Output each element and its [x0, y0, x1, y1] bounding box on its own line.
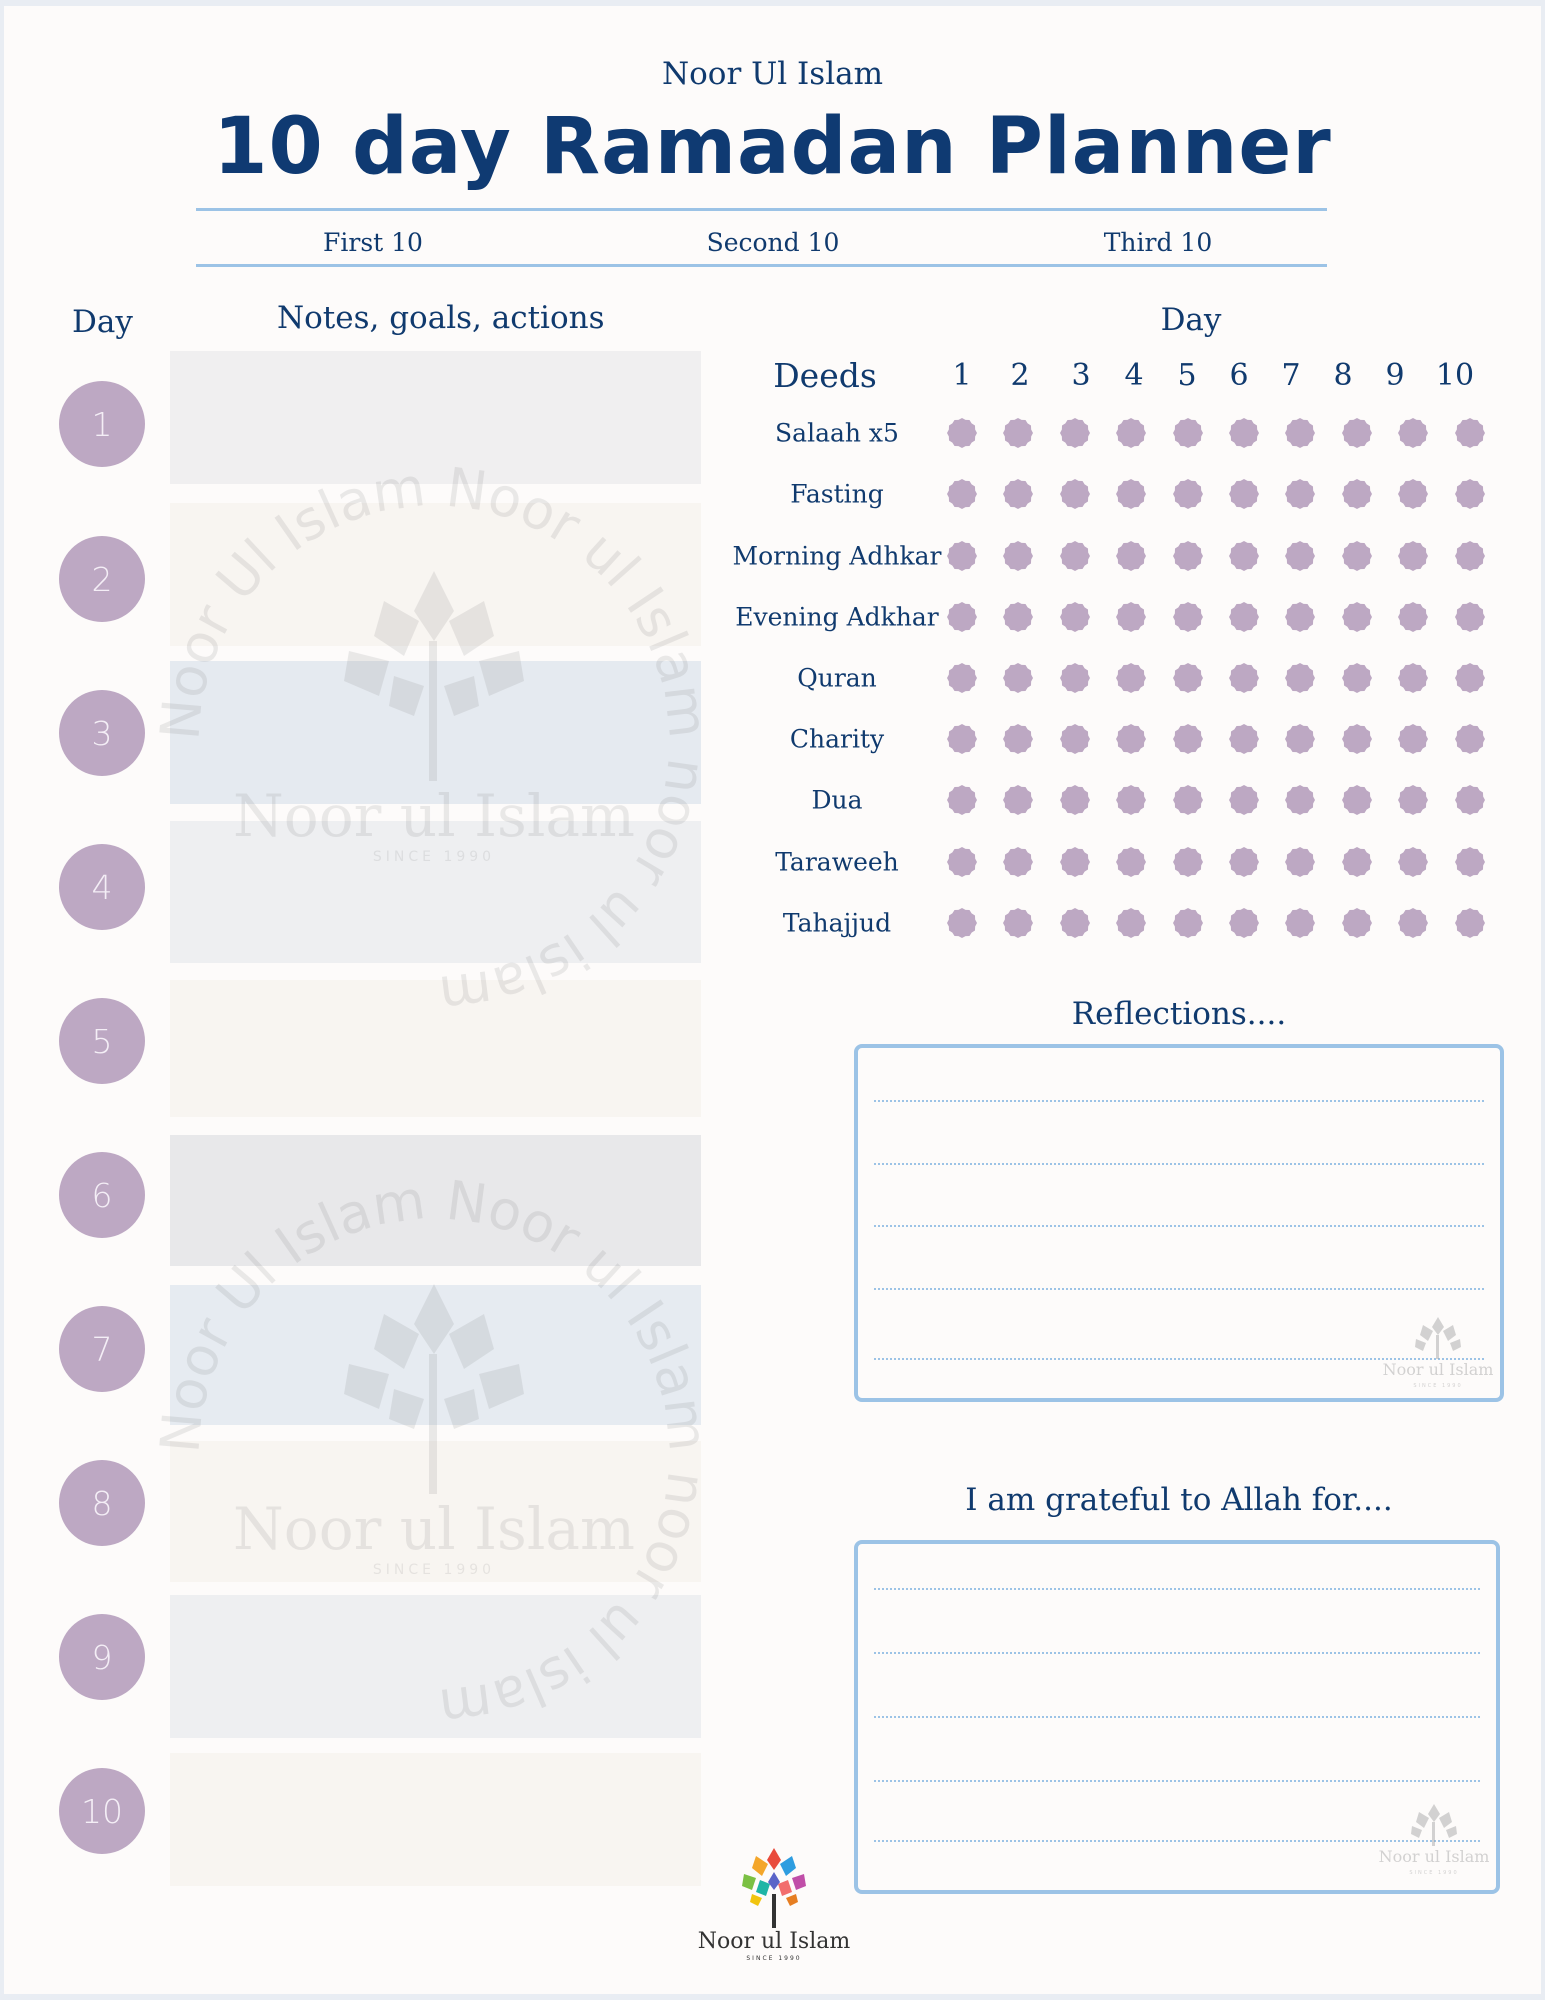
day-circle-6: 6	[59, 1152, 145, 1238]
deed-checkbox-icon[interactable]	[1116, 785, 1146, 815]
deed-label: Dua	[811, 785, 863, 815]
deed-checkbox-icon[interactable]	[1173, 785, 1203, 815]
deed-checkbox-icon[interactable]	[1003, 479, 1033, 509]
writing-line	[874, 1716, 1480, 1718]
deed-checkbox-icon[interactable]	[1060, 602, 1090, 632]
deed-checkbox-icon[interactable]	[1116, 418, 1146, 448]
deed-checkbox-icon[interactable]	[1116, 541, 1146, 571]
notes-box-day-3[interactable]	[170, 661, 701, 804]
notes-day-heading: Day	[72, 304, 133, 340]
day-circle-3: 3	[59, 690, 145, 776]
tracker-day-5: 5	[1177, 358, 1197, 393]
writing-line	[874, 1780, 1480, 1782]
deed-checkbox-icon[interactable]	[1285, 602, 1315, 632]
deed-checkbox-icon[interactable]	[1398, 785, 1428, 815]
deed-checkbox-icon[interactable]	[947, 663, 977, 693]
watermark-ring-text: o am No o sl	[163, 455, 713, 1006]
deed-checkbox-icon[interactable]	[1455, 785, 1485, 815]
deed-checkbox-icon[interactable]	[1398, 663, 1428, 693]
deed-checkbox-icon[interactable]	[1398, 541, 1428, 571]
tracker-day-heading: Day	[1160, 302, 1222, 338]
writing-line	[874, 1288, 1484, 1290]
notes-box-day-6[interactable]	[170, 1135, 701, 1266]
deed-checkbox-icon[interactable]	[947, 602, 977, 632]
deed-checkbox-icon[interactable]	[1342, 602, 1372, 632]
gratitude-logo-icon	[1374, 1800, 1494, 1880]
footer-logo	[694, 1844, 854, 1964]
deed-checkbox-icon[interactable]	[1060, 724, 1090, 754]
deed-checkbox-icon[interactable]	[947, 847, 977, 877]
reflections-box[interactable]	[854, 1044, 1504, 1402]
deed-checkbox-icon[interactable]	[1285, 847, 1315, 877]
tracker-day-6: 6	[1229, 358, 1249, 393]
day-circle-2: 2	[59, 536, 145, 622]
deed-checkbox-icon[interactable]	[1455, 479, 1485, 509]
deed-checkbox-icon[interactable]	[1342, 663, 1372, 693]
deed-checkbox-icon[interactable]	[1003, 724, 1033, 754]
day-circle-4: 4	[59, 844, 145, 930]
deed-checkbox-icon[interactable]	[1285, 663, 1315, 693]
day-circle-10: 10	[59, 1768, 145, 1854]
tree-icon	[742, 1848, 806, 1928]
tracker-day-7: 7	[1281, 358, 1301, 393]
writing-line	[874, 1100, 1484, 1102]
deed-checkbox-icon[interactable]	[1173, 908, 1203, 938]
deed-checkbox-icon[interactable]	[1285, 785, 1315, 815]
deed-checkbox-icon[interactable]	[1285, 418, 1315, 448]
deed-checkbox-icon[interactable]	[1342, 847, 1372, 877]
deed-checkbox-icon[interactable]	[1116, 847, 1146, 877]
tab-first-10[interactable]: First 10	[323, 228, 423, 257]
day-circle-5: 5	[59, 998, 145, 1084]
deed-checkbox-icon[interactable]	[1003, 908, 1033, 938]
deed-checkbox-icon[interactable]	[1455, 847, 1485, 877]
writing-line	[874, 1652, 1480, 1654]
watermark-logo-text: Noor ul Islam	[233, 782, 635, 850]
deed-label: Fasting	[790, 479, 884, 509]
deed-checkbox-icon[interactable]	[1455, 418, 1485, 448]
deed-checkbox-icon[interactable]	[1285, 724, 1315, 754]
deed-checkbox-icon[interactable]	[1229, 908, 1259, 938]
deed-checkbox-icon[interactable]	[1229, 541, 1259, 571]
deed-checkbox-icon[interactable]	[1398, 602, 1428, 632]
deed-label: Salaah x5	[775, 418, 899, 448]
deed-checkbox-icon[interactable]	[1060, 663, 1090, 693]
tracker-deeds-heading: Deeds	[773, 356, 877, 395]
deed-checkbox-icon[interactable]	[1455, 908, 1485, 938]
deed-checkbox-icon[interactable]	[1060, 785, 1090, 815]
tracker-day-4: 4	[1124, 358, 1144, 393]
day-circle-7: 7	[59, 1306, 145, 1392]
deed-checkbox-icon[interactable]	[1229, 847, 1259, 877]
deed-checkbox-icon[interactable]	[1229, 479, 1259, 509]
watermark-ring-text: N l u r	[148, 1231, 685, 1611]
tracker-day-10: 10	[1435, 358, 1475, 393]
deed-checkbox-icon[interactable]	[1173, 418, 1203, 448]
notes-box-day-8[interactable]	[170, 1441, 701, 1582]
deed-checkbox-icon[interactable]	[947, 785, 977, 815]
deed-checkbox-icon[interactable]	[1342, 479, 1372, 509]
deed-checkbox-icon[interactable]	[1003, 418, 1033, 448]
footer-logo-text: Noor ul Islam	[697, 1929, 851, 1954]
deed-label: Tahajjud	[782, 908, 892, 938]
deed-checkbox-icon[interactable]	[1398, 724, 1428, 754]
tabs-bottom-rule	[196, 264, 1327, 267]
deed-checkbox-icon[interactable]	[1003, 663, 1033, 693]
tabs-top-rule	[196, 208, 1327, 211]
deed-checkbox-icon[interactable]	[1455, 602, 1485, 632]
writing-line	[874, 1588, 1480, 1590]
day-circle-1: 1	[59, 381, 145, 467]
deed-label: Taraweeh	[775, 847, 899, 877]
tracker-day-8: 8	[1333, 358, 1353, 393]
deed-label: Charity	[789, 724, 885, 754]
deed-checkbox-icon[interactable]	[1003, 541, 1033, 571]
deed-checkbox-icon[interactable]	[1060, 479, 1090, 509]
deed-checkbox-icon[interactable]	[1229, 663, 1259, 693]
deed-checkbox-icon[interactable]	[1003, 602, 1033, 632]
notes-box-day-5[interactable]	[170, 980, 701, 1117]
deed-checkbox-icon[interactable]	[1342, 785, 1372, 815]
tracker-day-3: 3	[1071, 358, 1091, 393]
deed-checkbox-icon[interactable]	[1060, 418, 1090, 448]
notes-box-day-7[interactable]	[170, 1285, 701, 1425]
page-title: 10 day Ramadan Planner	[213, 102, 1332, 192]
deed-checkbox-icon[interactable]	[1060, 847, 1090, 877]
deed-checkbox-icon[interactable]	[1455, 724, 1485, 754]
deed-checkbox-icon[interactable]	[1060, 541, 1090, 571]
tracker-day-2: 2	[1010, 358, 1030, 393]
deed-checkbox-icon[interactable]	[1285, 479, 1315, 509]
tracker-day-1: 1	[952, 358, 972, 393]
tab-second-10[interactable]: Second 10	[706, 228, 840, 257]
deed-checkbox-icon[interactable]	[1398, 847, 1428, 877]
notes-box-day-2[interactable]	[170, 503, 701, 646]
deed-checkbox-icon[interactable]	[1455, 541, 1485, 571]
footer-since: SINCE 1990	[746, 1955, 802, 1962]
deed-checkbox-icon[interactable]	[1173, 602, 1203, 632]
gratitude-title: I am grateful to Allah for....	[965, 1482, 1393, 1518]
deed-checkbox-icon[interactable]	[1398, 479, 1428, 509]
deed-label: Quran	[797, 663, 877, 693]
notes-box-day-1[interactable]	[170, 351, 701, 484]
deed-checkbox-icon[interactable]	[1116, 724, 1146, 754]
deed-checkbox-icon[interactable]	[1342, 724, 1372, 754]
day-circle-8: 8	[59, 1460, 145, 1546]
deed-checkbox-icon[interactable]	[1285, 541, 1315, 571]
svg-text:Noor ul Islam: Noor ul Islam	[1378, 1847, 1490, 1866]
deed-checkbox-icon[interactable]	[1342, 541, 1372, 571]
deed-checkbox-icon[interactable]	[1173, 541, 1203, 571]
svg-text:Noor ul Islam: Noor ul Islam	[1382, 1360, 1494, 1379]
deed-checkbox-icon[interactable]	[1398, 908, 1428, 938]
gratitude-box[interactable]	[854, 1540, 1500, 1894]
deed-checkbox-icon[interactable]	[1173, 663, 1203, 693]
svg-text:SINCE 1990: SINCE 1990	[1413, 1383, 1463, 1389]
deed-checkbox-icon[interactable]	[1173, 724, 1203, 754]
tab-third-10[interactable]: Third 10	[1103, 228, 1213, 257]
day-circle-9: 9	[59, 1614, 145, 1700]
deed-checkbox-icon[interactable]	[947, 418, 977, 448]
deed-checkbox-icon[interactable]	[1116, 663, 1146, 693]
deed-checkbox-icon[interactable]	[1229, 418, 1259, 448]
deed-checkbox-icon[interactable]	[947, 908, 977, 938]
tracker-day-9: 9	[1385, 358, 1405, 393]
notes-box-day-9[interactable]	[170, 1595, 701, 1738]
deed-checkbox-icon[interactable]	[1173, 847, 1203, 877]
deed-checkbox-icon[interactable]	[1116, 602, 1146, 632]
notes-heading: Notes, goals, actions	[277, 300, 605, 336]
deed-checkbox-icon[interactable]	[1229, 785, 1259, 815]
deed-checkbox-icon[interactable]	[1342, 908, 1372, 938]
deed-checkbox-icon[interactable]	[1455, 663, 1485, 693]
notes-box-day-10[interactable]	[170, 1753, 701, 1886]
deed-checkbox-icon[interactable]	[1229, 724, 1259, 754]
deed-checkbox-icon[interactable]	[1342, 418, 1372, 448]
deed-checkbox-icon[interactable]	[1229, 602, 1259, 632]
svg-text:SINCE 1990: SINCE 1990	[1409, 1870, 1459, 1876]
deed-checkbox-icon[interactable]	[947, 724, 977, 754]
deed-checkbox-icon[interactable]	[1003, 785, 1033, 815]
deed-checkbox-icon[interactable]	[1398, 418, 1428, 448]
deed-checkbox-icon[interactable]	[1003, 847, 1033, 877]
writing-line	[874, 1225, 1484, 1227]
deed-label: Morning Adhkar	[732, 541, 942, 571]
deed-checkbox-icon[interactable]	[1173, 479, 1203, 509]
notes-box-day-4[interactable]	[170, 821, 701, 963]
deed-checkbox-icon[interactable]	[947, 541, 977, 571]
deed-checkbox-icon[interactable]	[1285, 908, 1315, 938]
reflections-logo-icon	[1378, 1313, 1498, 1393]
planner-page	[4, 6, 1541, 1994]
writing-line	[874, 1163, 1484, 1165]
deed-checkbox-icon[interactable]	[1060, 908, 1090, 938]
brand-name: Noor Ul Islam	[662, 56, 883, 92]
deed-checkbox-icon[interactable]	[947, 479, 977, 509]
reflections-title: Reflections....	[1071, 996, 1287, 1032]
deed-label: Evening Adkhar	[735, 602, 939, 632]
deed-checkbox-icon[interactable]	[1116, 908, 1146, 938]
deed-checkbox-icon[interactable]	[1116, 479, 1146, 509]
